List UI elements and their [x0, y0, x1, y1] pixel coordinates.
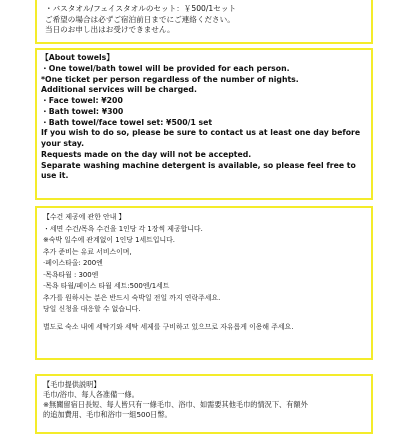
korean-line: 추가 준비는 유료 서비스이며, — [43, 247, 132, 256]
korean-line: ・세면 수건/목욕 수건을 1인당 각 1장씩 제공합니다. — [43, 224, 203, 233]
chinese-line: ※無關留宿日長短、每人皆只有一條毛巾、浴巾、如需要其他毛巾的情況下、有額外 — [43, 400, 308, 409]
korean-notice-panel — [35, 206, 373, 360]
japanese-notice-panel — [35, 0, 373, 44]
english-line: ・Face towel: ¥200 — [41, 96, 123, 105]
korean-line: 당일 신청을 대응할 수 없습니다. — [43, 305, 141, 313]
chinese-line: 毛巾/浴巾、每人各准備一條。 — [43, 390, 139, 399]
english-line: ・Bath towel/face towel set: ¥500/1 set — [41, 117, 213, 127]
english-line: your stay. — [41, 139, 85, 148]
chinese-line: 的追加費用、毛巾和浴巾一組500日幣。 — [43, 410, 172, 419]
chinese-heading: 【毛巾提供説明】 — [43, 380, 101, 389]
english-line: *One ticket per person regardless of the number of nights. — [41, 74, 299, 84]
korean-line: ※숙박 일수에 관계없이 1인당 1세트입니다. — [43, 236, 175, 244]
english-heading: 【About towels】 — [41, 53, 115, 62]
korean-line: 별도로 숙소 내에 세탁기와 세탁 세제를 구비하고 있으므로 자유롭게 이용해 주세요. — [43, 322, 294, 331]
japanese-line: 当日のお申し出はお受けできません。 — [45, 25, 175, 34]
korean-line: ·목욕 타월/페이스 타월 세트:500엔/1세트 — [43, 282, 170, 290]
english-line: Additional services will be charged. — [41, 85, 197, 95]
english-line: If you wish to do so, please be sure to contact us at least one day before — [41, 128, 361, 138]
english-notice-panel — [35, 48, 373, 200]
japanese-line: ご希望の場合は必ずご宿泊前日までにご連絡ください。 — [45, 14, 235, 24]
english-line: Separate washing machine detergent is available, so please feel free to — [41, 160, 356, 170]
japanese-line: ・バスタオル/フェイスタオルのセット：￥500/1セット — [45, 4, 237, 13]
english-line: ・Bath towel: ¥300 — [41, 106, 124, 116]
korean-line: 추가를 원하시는 분은 반드시 숙박일 전일 까지 연락주세요. — [43, 293, 221, 302]
english-line: Requests made on the day will not be accepted. — [41, 149, 252, 159]
chinese-notice-panel — [35, 374, 373, 434]
english-line: ・One towel/bath towel will be provided for each person. — [41, 63, 290, 73]
korean-line: ·목욕타월 : 300엔 — [43, 270, 99, 279]
english-line: use it. — [41, 171, 69, 181]
korean-line: ·페이스타올: 200엔 — [43, 259, 103, 267]
korean-heading: 【수건 제공에 관한 안내 】 — [43, 213, 126, 221]
